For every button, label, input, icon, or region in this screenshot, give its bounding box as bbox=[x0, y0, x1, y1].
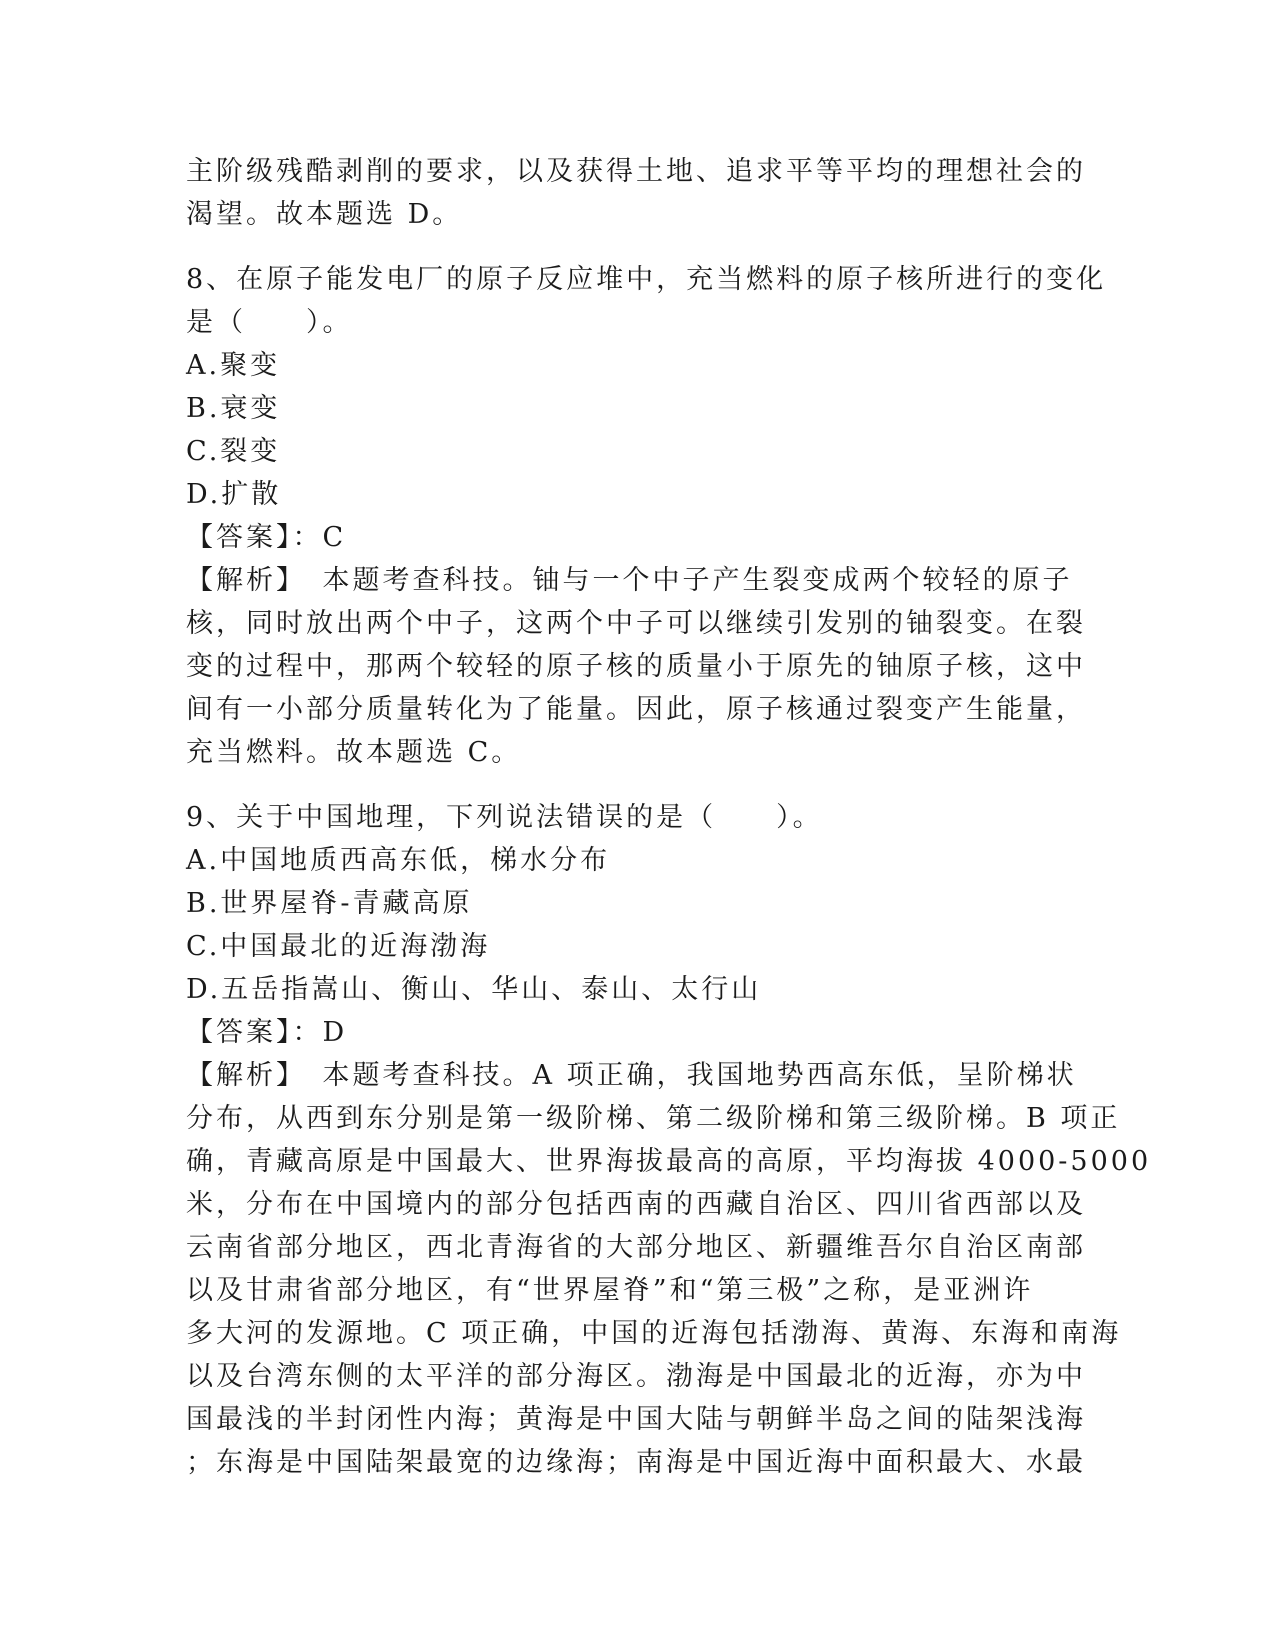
answer-line: 【答案】：C bbox=[186, 522, 347, 553]
analysis-line: 充当燃料。故本题选 C。 bbox=[186, 737, 522, 768]
option-a: A.中国地质西高东低，梯水分布 bbox=[186, 845, 611, 876]
option-b: B.衰变 bbox=[186, 393, 281, 424]
analysis-line: 确，青藏高原是中国最大、世界海拔最高的高原，平均海拔 4000-5000 bbox=[186, 1146, 1152, 1177]
analysis-line: 米，分布在中国境内的部分包括西南的西藏自治区、四川省西部以及 bbox=[186, 1189, 1086, 1220]
analysis-line: 多大河的发源地。C 项正确，中国的近海包括渤海、黄海、东海和南海 bbox=[186, 1318, 1122, 1349]
document-page bbox=[186, 150, 1152, 1484]
analysis-line: 分布，从西到东分别是第一级阶梯、第二级阶梯和第三级阶梯。B 项正 bbox=[186, 1103, 1121, 1134]
analysis-line: 以及台湾东侧的太平洋的部分海区。渤海是中国最北的近海，亦为中 bbox=[186, 1361, 1086, 1392]
option-c: C.中国最北的近海渤海 bbox=[186, 931, 491, 962]
analysis-line: 云南省部分地区，西北青海省的大部分地区、新疆维吾尔自治区南部 bbox=[186, 1232, 1086, 1263]
question-stem-line: 是（ ）。 bbox=[186, 307, 353, 338]
analysis-line: 变的过程中，那两个较轻的原子核的质量小于原先的铀原子核，这中 bbox=[186, 651, 1086, 682]
option-d: D.五岳指嵩山、衡山、华山、泰山、太行山 bbox=[186, 974, 762, 1005]
question-stem-line: 9、关于中国地理，下列说法错误的是（ ）。 bbox=[186, 802, 823, 833]
question-stem-line: 8、在原子能发电厂的原子反应堆中，充当燃料的原子核所进行的变化 bbox=[186, 264, 1107, 295]
text-line: 主阶级残酷剥削的要求，以及获得土地、追求平等平均的理想社会的 bbox=[186, 156, 1086, 187]
option-d: D.扩散 bbox=[186, 479, 282, 510]
question-8 bbox=[186, 258, 1107, 774]
analysis-line: 【解析】 本题考查科技。铀与一个中子产生裂变成两个较轻的原子 bbox=[186, 565, 1073, 596]
question-9 bbox=[186, 796, 1152, 1484]
analysis-line: ；东海是中国陆架最宽的边缘海；南海是中国近海中面积最大、水最 bbox=[186, 1447, 1086, 1478]
option-c: C.裂变 bbox=[186, 436, 281, 467]
analysis-line: 核，同时放出两个中子，这两个中子可以继续引发别的铀裂变。在裂 bbox=[186, 608, 1086, 639]
text-line: 渴望。故本题选 D。 bbox=[186, 199, 463, 230]
analysis-line: 【解析】 本题考查科技。A 项正确，我国地势西高东低，呈阶梯状 bbox=[186, 1060, 1077, 1091]
analysis-line: 以及甘肃省部分地区，有“世界屋脊”和“第三极”之称，是亚洲许 bbox=[186, 1275, 1034, 1306]
analysis-line: 间有一小部分质量转化为了能量。因此，原子核通过裂变产生能量， bbox=[186, 694, 1086, 725]
option-b: B.世界屋脊-青藏高原 bbox=[186, 888, 473, 919]
analysis-line: 国最浅的半封闭性内海；黄海是中国大陆与朝鲜半岛之间的陆架浅海 bbox=[186, 1404, 1086, 1435]
previous-analysis-continuation bbox=[186, 150, 1086, 236]
answer-line: 【答案】：D bbox=[186, 1017, 348, 1048]
option-a: A.聚变 bbox=[186, 350, 281, 381]
